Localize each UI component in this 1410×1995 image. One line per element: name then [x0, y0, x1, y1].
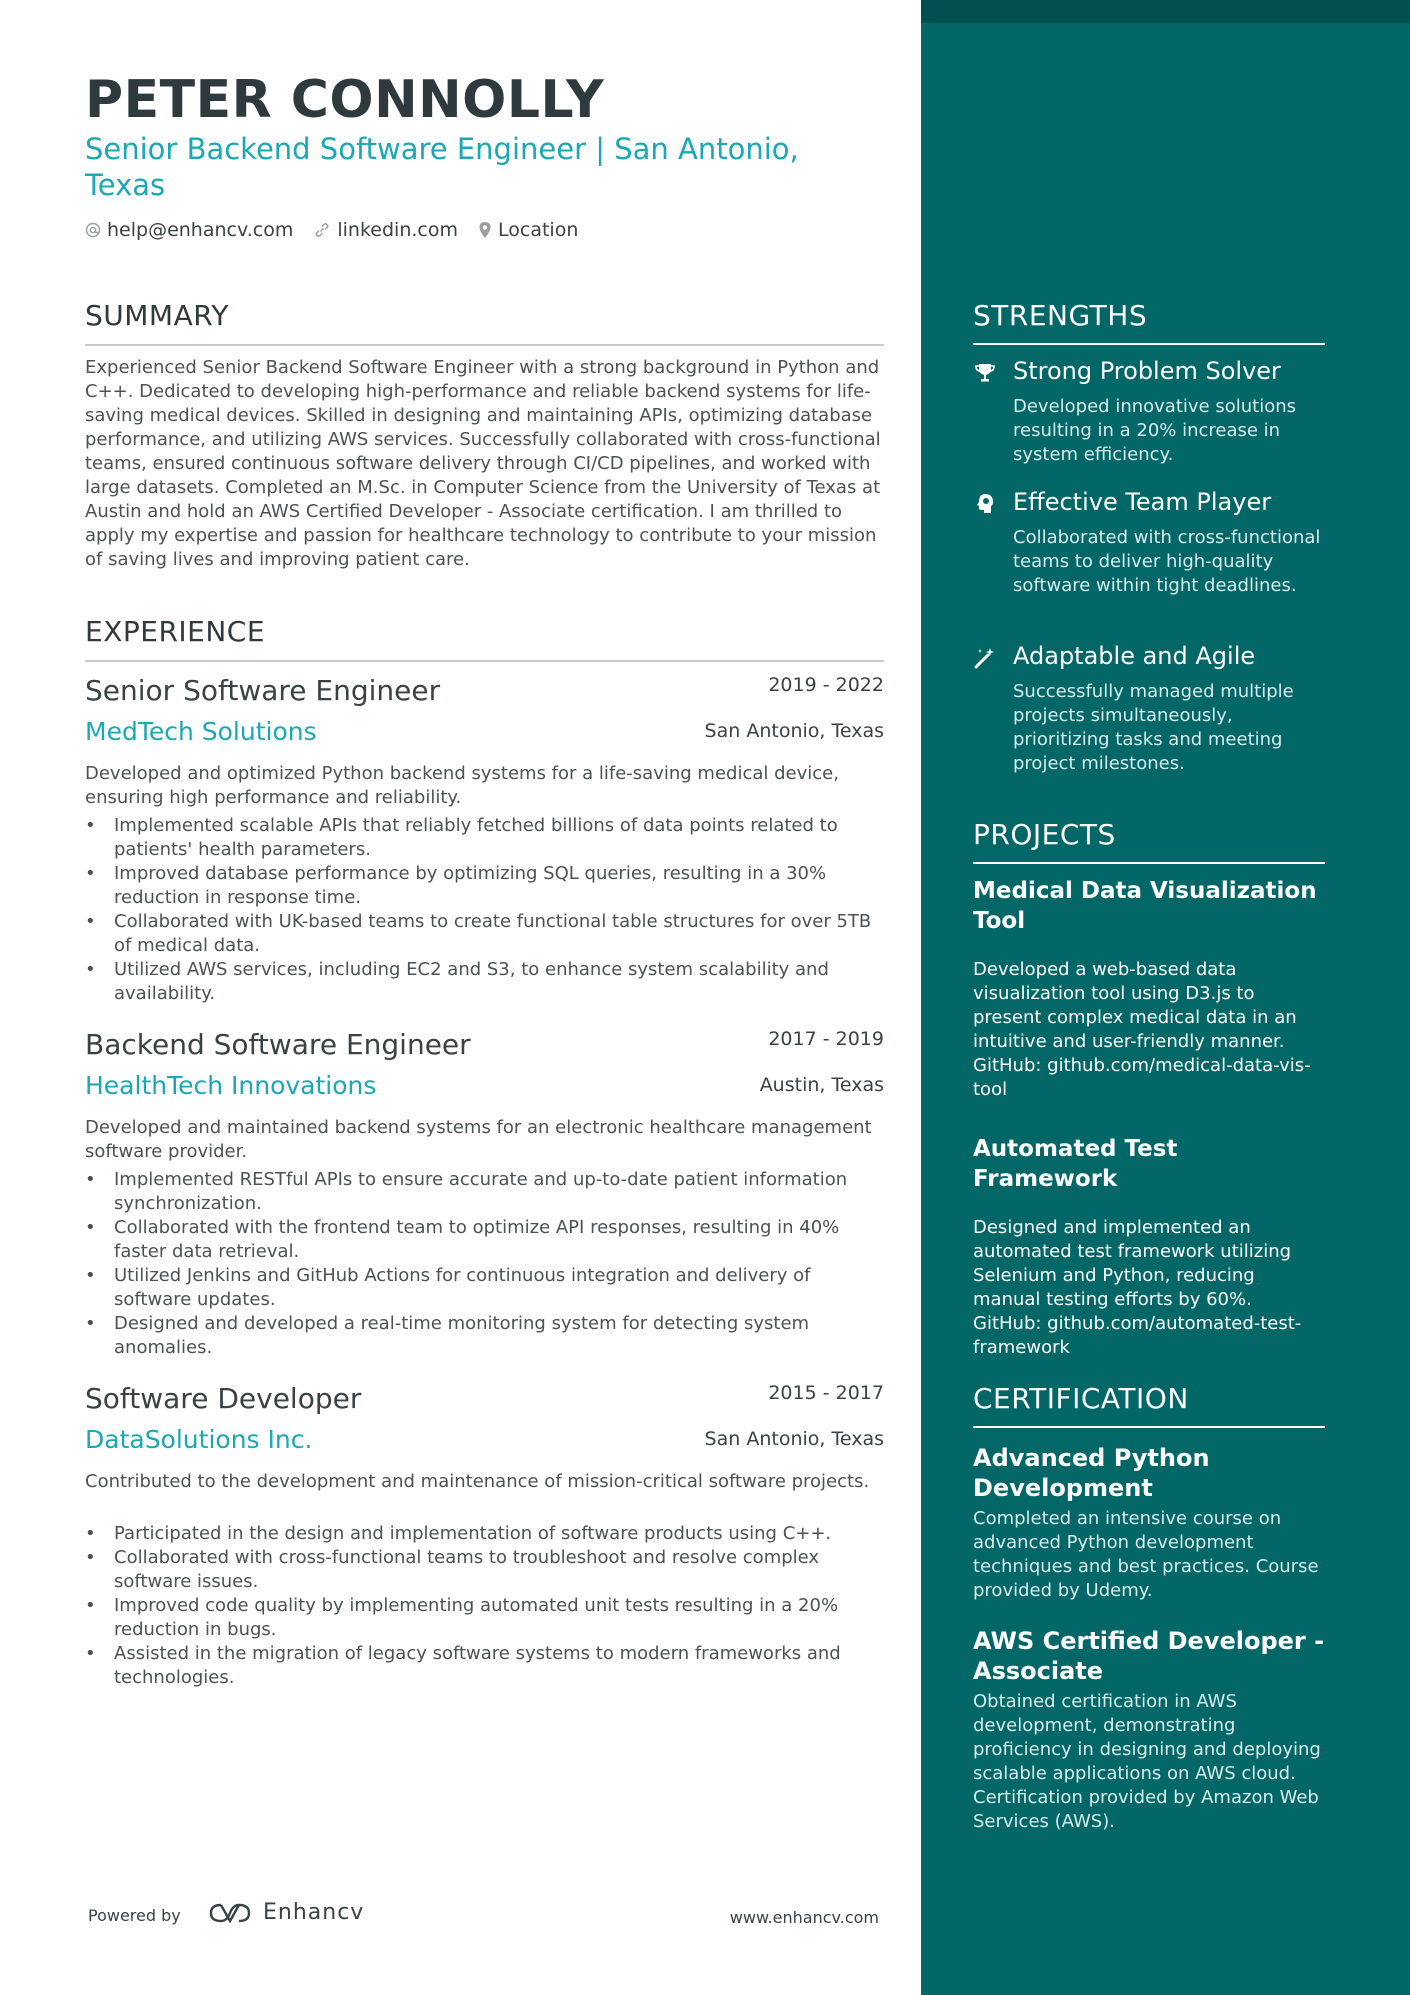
- section-divider: [973, 862, 1325, 864]
- job-dates: 2017 - 2019: [768, 1028, 884, 1050]
- section-divider: [85, 660, 884, 662]
- job-description: Developed and optimized Python backend systems for a life-saving medical device, ensuring high performance and reliability.: [85, 763, 839, 808]
- job-dates: 2019 - 2022: [768, 674, 884, 696]
- strength-description: Successfully managed multiple projects simultaneously, prioritizing tasks and meeting project milestones.: [1013, 681, 1294, 774]
- list-item: • Implemented scalable APIs that reliably fetched billions of data points related to patients' health parameters.: [85, 814, 884, 862]
- list-item: • Utilized AWS services, including EC2 and S3, to enhance system scalability and availability.: [85, 958, 884, 1006]
- list-item: • Collaborated with the frontend team to optimize API responses, resulting in 40% faster data retrieval.: [85, 1216, 884, 1264]
- enhancv-logo-icon: [207, 1901, 253, 1925]
- job-title: Backend Software Engineer: [85, 1028, 471, 1061]
- link-icon: [313, 221, 331, 239]
- strength-title: Strong Problem Solver: [1013, 357, 1281, 385]
- experience-heading: EXPERIENCE: [85, 615, 266, 648]
- website-link[interactable]: www.enhancv.com: [729, 1908, 879, 1927]
- strength-title: Adaptable and Agile: [1013, 642, 1256, 670]
- job-title: Senior Software Engineer: [85, 674, 441, 707]
- summary-heading: SUMMARY: [85, 299, 230, 332]
- section-divider: [973, 343, 1325, 345]
- project-item: [973, 876, 1325, 1102]
- job-headline: Senior Backend Software Engineer | San Antonio, Texas: [85, 132, 799, 202]
- list-item: • Improved database performance by optimizing SQL queries, resulting in a 30% reduction in response time.: [85, 862, 884, 910]
- project-title: Automated Test Framework: [973, 1136, 1178, 1192]
- job-dates: 2015 - 2017: [768, 1382, 884, 1404]
- enhancv-logo[interactable]: [207, 1900, 364, 1925]
- list-item: • Implemented RESTful APIs to ensure accurate and up-to-date patient information synchronization.: [85, 1168, 884, 1216]
- strengths-heading: STRENGTHS: [973, 299, 1148, 332]
- strengths-section: [973, 299, 1325, 345]
- project-title: Medical Data Visualization Tool: [973, 878, 1317, 934]
- head-icon: [973, 492, 997, 516]
- job-location: San Antonio, Texas: [704, 720, 884, 742]
- summary-text: Experienced Senior Backend Software Engineer with a strong background in Python and C++. Dedicated to developing high-performance and reliable backend systems for life-saving medical devices. Skilled in designing and maintaining APIs, optimizing database performance, and utilizing AWS services. Successfully collaborated with cross-functional teams, ensured continuous software delivery through CI/CD pipelines, and worked with large datasets. Completed an M.Sc. in Computer Science from the University of Texas at Austin and hold an AWS Certified Developer - Associate certification. I am thrilled to apply my expertise and passion for healthcare technology to contribute to your mission of saving lives and improving patient care.: [85, 357, 881, 570]
- job-achievements: [85, 814, 884, 1006]
- section-divider: [973, 1426, 1325, 1428]
- certification-item: [973, 1626, 1325, 1834]
- company-name: DataSolutions Inc.: [85, 1425, 313, 1454]
- linkedin-text: linkedin.com: [337, 219, 458, 241]
- certification-heading: CERTIFICATION: [973, 1382, 1189, 1415]
- magic-wand-icon: [973, 646, 997, 670]
- job-title: Software Developer: [85, 1382, 362, 1415]
- certification-section: [973, 1382, 1325, 1428]
- list-item: • Utilized Jenkins and GitHub Actions for continuous integration and delivery of software updates.: [85, 1264, 884, 1312]
- certification-description: Completed an intensive course on advanced Python development techniques and best practices. Course provided by Udemy.: [973, 1508, 1319, 1601]
- location-text: Location: [498, 219, 579, 241]
- job-achievements: [85, 1522, 884, 1690]
- trophy-icon: [973, 361, 997, 385]
- job-description: Developed and maintained backend systems for an electronic healthcare management software provider.: [85, 1117, 872, 1162]
- projects-heading: PROJECTS: [973, 818, 1116, 851]
- certification-title: Advanced Python Development: [973, 1444, 1210, 1502]
- at-icon: [85, 222, 101, 238]
- powered-by-label: Powered by: [88, 1906, 181, 1925]
- email-text: help@enhancv.com: [107, 219, 294, 241]
- section-divider: [85, 344, 884, 346]
- brand-name: Enhancv: [263, 1900, 365, 1925]
- list-item: • Collaborated with cross-functional teams to troubleshoot and resolve complex software issues.: [85, 1546, 884, 1594]
- strength-description: Collaborated with cross-functional teams to deliver high-quality software within tight deadlines.: [1013, 527, 1321, 596]
- certification-item: [973, 1443, 1325, 1603]
- company-name: HealthTech Innovations: [85, 1071, 377, 1100]
- job-achievements: [85, 1168, 884, 1360]
- certification-description: Obtained certification in AWS development, demonstrating proficiency in designing and deploying scalable applications on AWS cloud. Certification provided by Amazon Web Services (AWS).: [973, 1691, 1321, 1832]
- list-item: • Participated in the design and implementation of software products using C++.: [85, 1522, 884, 1546]
- certification-title: AWS Certified Developer - Associate: [973, 1627, 1325, 1685]
- sidebar-column: [921, 0, 1410, 1995]
- job-location: Austin, Texas: [759, 1074, 884, 1096]
- contact-row: [85, 219, 578, 241]
- contact-location: [478, 219, 578, 241]
- list-item: • Improved code quality by implementing automated unit tests resulting in a 20% reduction in bugs.: [85, 1594, 884, 1642]
- list-item: • Collaborated with UK-based teams to create functional table structures for over 5TB of medical data.: [85, 910, 884, 958]
- contact-linkedin[interactable]: [313, 219, 458, 241]
- project-description: Designed and implemented an automated test framework utilizing Selenium and Python, reducing manual testing efforts by 60%. GitHub: github.com/automated-test-framework: [973, 1217, 1302, 1358]
- contact-email[interactable]: [85, 219, 293, 241]
- project-description: Developed a web-based data visualization tool using D3.js to present complex medical data in an intuitive and user-friendly manner. GitHub: github.com/medical-data-vis-tool: [973, 959, 1311, 1100]
- list-item: • Designed and developed a real-time monitoring system for detecting system anomalies.: [85, 1312, 884, 1360]
- summary-section: [85, 299, 884, 572]
- candidate-name: PETER CONNOLLY: [85, 70, 605, 130]
- list-item: • Assisted in the migration of legacy software systems to modern frameworks and technologies.: [85, 1642, 884, 1690]
- sidebar-top-band: [921, 0, 1410, 23]
- strength-title: Effective Team Player: [1013, 488, 1272, 516]
- experience-section: [85, 615, 884, 662]
- company-name: MedTech Solutions: [85, 717, 317, 746]
- job-location: San Antonio, Texas: [704, 1428, 884, 1450]
- map-pin-icon: [478, 221, 492, 239]
- strength-description: Developed innovative solutions resulting in a 20% increase in system efficiency.: [1013, 396, 1296, 465]
- job-description: Contributed to the development and maintenance of mission-critical software projects.: [85, 1471, 870, 1492]
- projects-section: [973, 818, 1325, 864]
- project-item: [973, 1134, 1325, 1360]
